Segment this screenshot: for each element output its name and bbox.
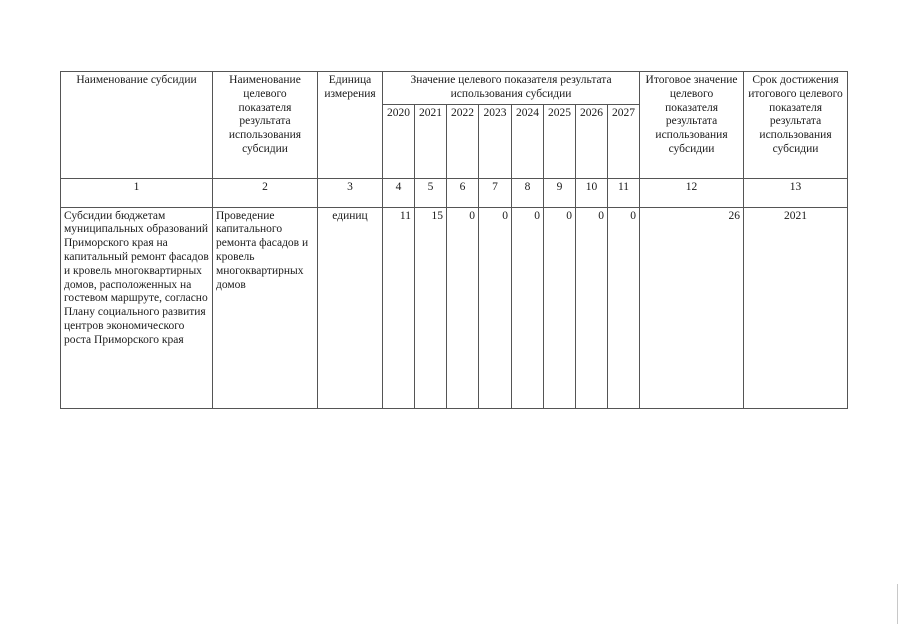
value-2025: 0 [544,207,576,408]
value-2023: 0 [479,207,512,408]
value-2024: 0 [512,207,544,408]
column-number: 2 [213,178,318,207]
deadline-cell: 2021 [744,207,848,408]
column-number: 12 [640,178,744,207]
column-number: 4 [383,178,415,207]
header-row-1 [61,72,848,105]
scan-edge-mark [897,584,898,624]
value-2021: 15 [415,207,447,408]
column-number: 3 [318,178,383,207]
unit-cell: единиц [318,207,383,408]
column-number: 5 [415,178,447,207]
value-2022: 0 [447,207,479,408]
column-number: 6 [447,178,479,207]
subsidy-name-cell: Субсидии бюджетам муниципальных образований Приморского края на капитальный ремонт фасадов и кровель многоквартирных домов, расположенных на гостевом маршруте, согласно Плану социального развития центров экономического роста Приморского края [61,207,213,408]
value-2020: 11 [383,207,415,408]
final-value-cell: 26 [640,207,744,408]
table-row [61,207,848,408]
value-2026: 0 [576,207,608,408]
indicator-name-cell: Проведение капитального ремонта фасадов и кровель многоквартирных домов [213,207,318,408]
column-number: 13 [744,178,848,207]
subsidy-indicator-table [60,71,848,409]
year-2027: 2027 [608,104,640,178]
column-number: 10 [576,178,608,207]
year-2022: 2022 [447,104,479,178]
year-2020: 2020 [383,104,415,178]
year-2025: 2025 [544,104,576,178]
header-indicator-values: Значение целевого показателя результата использования субсидии [383,72,640,105]
column-numbers-row [61,178,848,207]
column-number: 1 [61,178,213,207]
year-2021: 2021 [415,104,447,178]
year-2023: 2023 [479,104,512,178]
year-2024: 2024 [512,104,544,178]
column-number: 7 [479,178,512,207]
header-indicator-name: Наименование целевого показателя результата использования субсидии [213,72,318,179]
year-2026: 2026 [576,104,608,178]
column-number: 8 [512,178,544,207]
column-number: 9 [544,178,576,207]
column-number: 11 [608,178,640,207]
header-unit: Единица измерения [318,72,383,179]
header-deadline: Срок достижения итогового целевого показателя результата использования субсидии [744,72,848,179]
header-subsidy-name: Наименование субсидии [61,72,213,179]
value-2027: 0 [608,207,640,408]
header-final-value: Итоговое значение целевого показателя результата использования субсидии [640,72,744,179]
